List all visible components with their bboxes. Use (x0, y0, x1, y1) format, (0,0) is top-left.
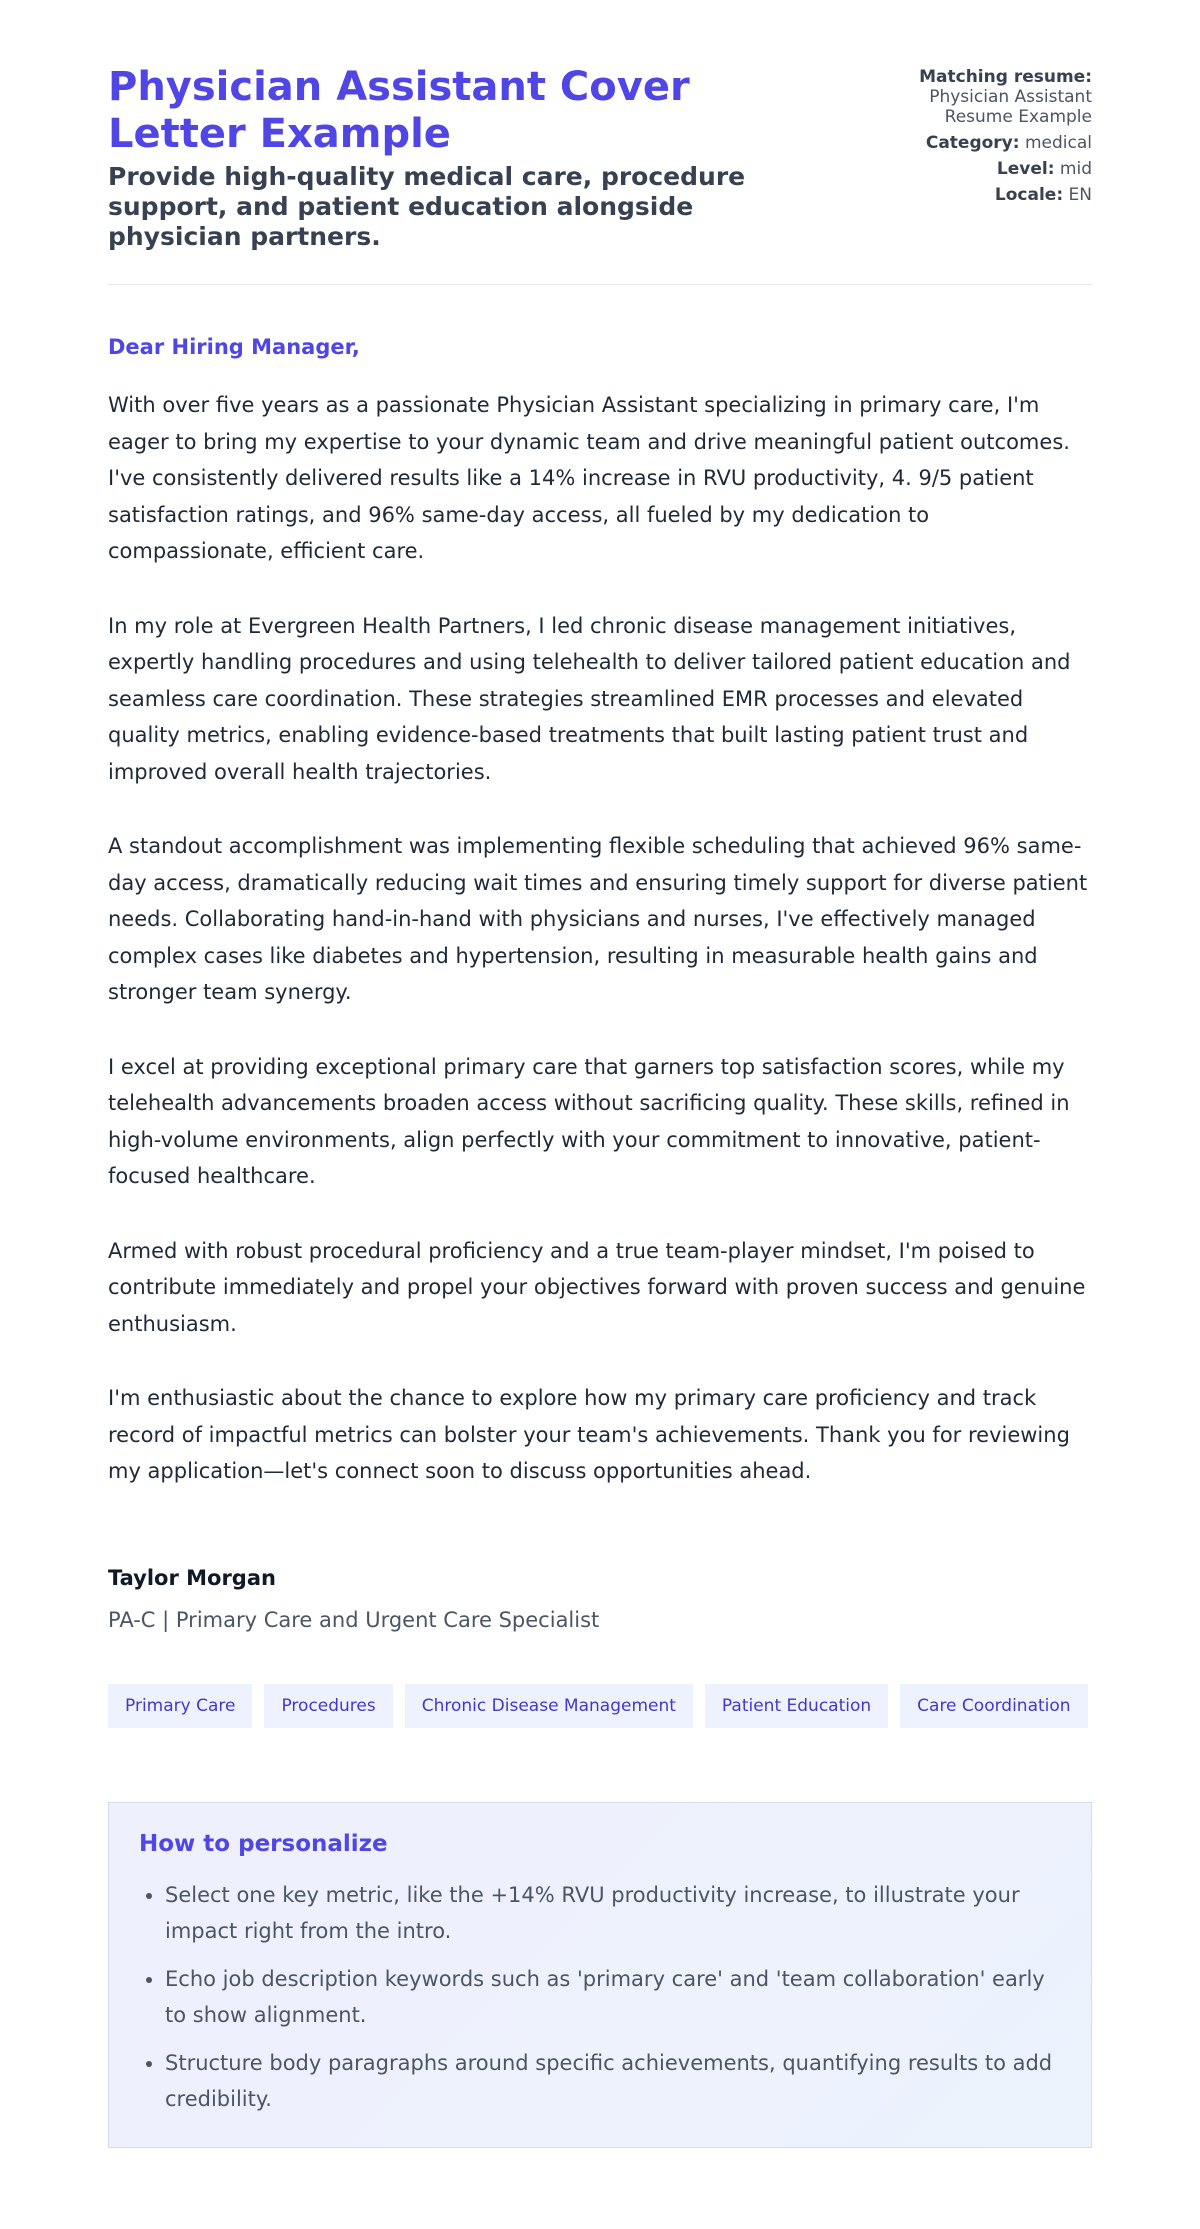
skill-tag: Care Coordination (900, 1684, 1087, 1728)
meta-category-value: medical (1024, 133, 1092, 153)
page-header (108, 64, 1092, 285)
tips-title: How to personalize (139, 1830, 388, 1857)
letter-body (108, 333, 1092, 1634)
letter-paragraph: A standout accomplishment was implementing flexible scheduling that achieved 96% same-day access, dramatically reducing wait times and ensuring timely support for diverse patient needs. Collaborating hand-in-hand with physicians and nurses, I've effectively managed complex cases like diabetes and hypertension, resulting in measurable health gains and stronger team synergy. (108, 834, 1088, 1004)
letter-paragraph: With over five years as a passionate Physician Assistant specializing in primary care, I'm eager to bring my expertise to your dynamic team and drive meaningful patient outcomes. I've consistently delivered results like a 14% increase in RVU productivity, 4. 9/5 patient satisfaction ratings, and 96% same-day access, all fueled by my dedication to compassionate, efficient care. (108, 393, 1070, 563)
skill-tag: Patient Education (705, 1684, 888, 1728)
signature-block (108, 1564, 1092, 1634)
tip-item: • Structure body paragraphs around specific achievements, quantifying results to add credibility. (165, 2045, 1061, 2117)
letter-greeting: Dear Hiring Manager, (108, 335, 360, 359)
signature-name: Taylor Morgan (108, 1565, 276, 1590)
letter-paragraph: In my role at Evergreen Health Partners, I led chronic disease management initiatives, expertly handling procedures and using telehealth to deliver tailored patient education and seamless care coordination. These strategies streamlined EMR processes and elevated quality metrics, enabling evidence-based treatments that built lasting patient trust and improved overall health trajectories. (108, 613, 1071, 784)
tips-list (139, 1877, 1061, 2117)
meta-category (872, 133, 1092, 153)
skill-tags (108, 1684, 1092, 1728)
letter-paragraph: Armed with robust procedural proficiency and a true team-player mindset, I'm poised to contribute immediately and propel your objectives forward with proven success and genuine enthusiasm. (108, 1238, 1086, 1336)
meta-locale-value: EN (1068, 185, 1092, 205)
letter-paragraph: I excel at providing exceptional primary care that garners top satisfaction scores, while my telehealth advancements broaden access without sacrificing quality. These skills, refined in high-volume environments, align perfectly with your commitment to innovative, patient-focused healthcare. (108, 1054, 1070, 1188)
skill-tag: Chronic Disease Management (405, 1684, 693, 1728)
meta-level-label: Level: (996, 159, 1055, 179)
meta-panel (872, 67, 1092, 205)
meta-matching-resume-label: Matching resume: (919, 67, 1092, 87)
meta-level-value: mid (1059, 159, 1092, 179)
letter-paragraph: I'm enthusiastic about the chance to explore how my primary care proficiency and track record of impactful metrics can bolster your team's achievements. Thank you for reviewing my application—let's connect soon to discuss opportunities ahead. (108, 1386, 1070, 1483)
page-subtitle: Provide high-quality medical care, procedure support, and patient education alongside physician partners. (108, 162, 746, 251)
meta-matching-resume-value: Physician Assistant Resume Example (929, 87, 1092, 127)
meta-locale-label: Locale: (994, 185, 1064, 205)
meta-level (872, 159, 1092, 179)
meta-matching-resume (872, 67, 1092, 127)
meta-category-label: Category: (925, 133, 1020, 153)
cover-letter-page (108, 0, 1092, 2148)
skill-tag: Procedures (264, 1684, 392, 1728)
signature-title: PA-C | Primary Care and Urgent Care Specialist (108, 1607, 600, 1632)
skill-tag: Primary Care (108, 1684, 252, 1728)
personalize-tips-box (108, 1802, 1092, 2148)
page-title: Physician Assistant Cover Letter Example (108, 64, 690, 157)
tip-item: • Echo job description keywords such as 'primary care' and 'team collaboration' early to show alignment. (165, 1961, 1061, 2033)
tip-item: • Select one key metric, like the +14% RVU productivity increase, to illustrate your impact right from the intro. (165, 1877, 1061, 1949)
meta-locale (872, 185, 1092, 205)
